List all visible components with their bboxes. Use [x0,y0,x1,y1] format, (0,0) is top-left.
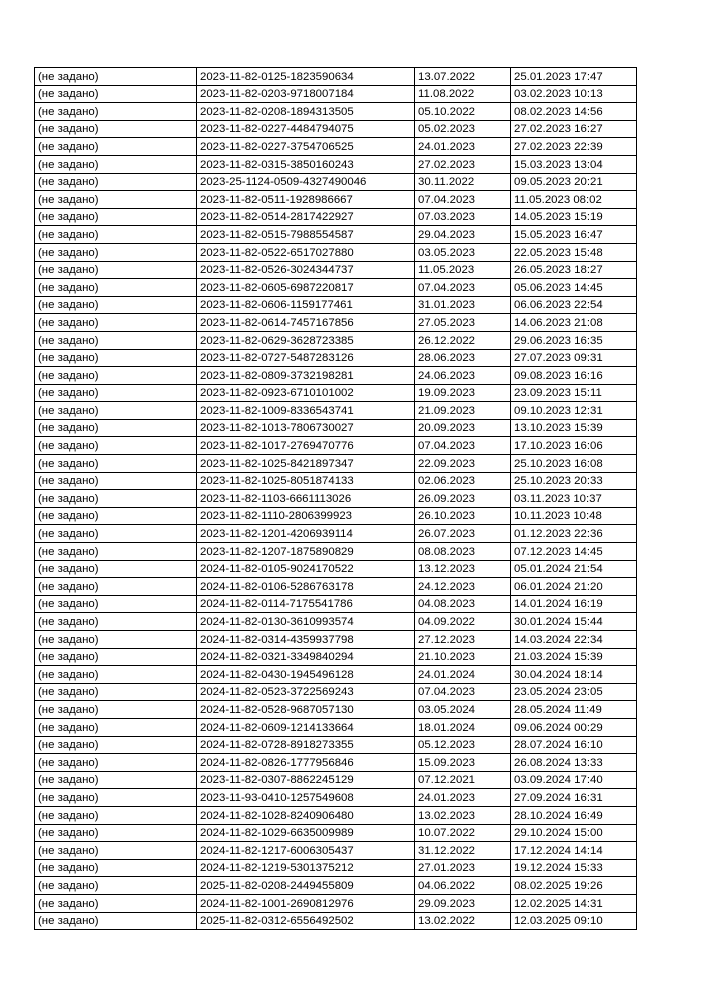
status-cell: (не задано) [35,103,197,121]
date-cell: 31.12.2022 [415,842,511,860]
status-cell: (не задано) [35,683,197,701]
registration-number-cell: 2023-25-1124-0509-4327490046 [197,173,415,191]
registration-number-cell: 2024-11-82-1217-6006305437 [197,842,415,860]
datetime-cell: 23.05.2024 23:05 [511,683,637,701]
table-row [35,68,637,86]
table-row [35,613,637,631]
registration-number-cell: 2024-11-82-0314-4359937798 [197,631,415,649]
status-cell: (не задано) [35,507,197,525]
date-cell: 21.09.2023 [415,402,511,420]
datetime-cell: 14.06.2023 21:08 [511,314,637,332]
datetime-cell: 13.10.2023 15:39 [511,419,637,437]
status-cell: (не задано) [35,560,197,578]
registration-number-cell: 2023-11-82-0605-6987220817 [197,279,415,297]
date-cell: 31.01.2023 [415,296,511,314]
datetime-cell: 05.06.2023 14:45 [511,279,637,297]
datetime-cell: 27.02.2023 16:27 [511,120,637,138]
table-row [35,279,637,297]
status-cell: (не задано) [35,613,197,631]
datetime-cell: 14.01.2024 16:19 [511,595,637,613]
date-cell: 27.02.2023 [415,155,511,173]
registration-number-cell: 2023-11-93-0410-1257549608 [197,789,415,807]
status-cell: (не задано) [35,877,197,895]
date-cell: 11.08.2022 [415,85,511,103]
date-cell: 02.06.2023 [415,472,511,490]
table-row [35,631,637,649]
registration-number-cell: 2024-11-82-0430-1945496128 [197,666,415,684]
date-cell: 07.04.2023 [415,437,511,455]
registration-number-cell: 2023-11-82-0125-1823590634 [197,68,415,86]
registration-number-cell: 2023-11-82-1201-4206939114 [197,525,415,543]
table-row [35,173,637,191]
records-table [34,67,637,930]
table-row [35,912,637,930]
status-cell: (не задано) [35,402,197,420]
datetime-cell: 30.04.2024 18:14 [511,666,637,684]
datetime-cell: 27.02.2023 22:39 [511,138,637,156]
date-cell: 07.04.2023 [415,191,511,209]
date-cell: 07.12.2021 [415,771,511,789]
registration-number-cell: 2024-11-82-0528-9687057130 [197,701,415,719]
table-row [35,701,637,719]
registration-number-cell: 2024-11-82-0826-1777956846 [197,754,415,772]
date-cell: 03.05.2024 [415,701,511,719]
status-cell: (не задано) [35,595,197,613]
status-cell: (не задано) [35,666,197,684]
status-cell: (не задано) [35,331,197,349]
datetime-cell: 03.09.2024 17:40 [511,771,637,789]
table-row [35,666,637,684]
table-row [35,736,637,754]
registration-number-cell: 2023-11-82-0208-1894313505 [197,103,415,121]
registration-number-cell: 2024-11-82-1219-5301375212 [197,859,415,877]
date-cell: 04.09.2022 [415,613,511,631]
registration-number-cell: 2024-11-82-0130-3610993574 [197,613,415,631]
status-cell: (не задано) [35,789,197,807]
registration-number-cell: 2023-11-82-1207-1875890829 [197,543,415,561]
datetime-cell: 01.12.2023 22:36 [511,525,637,543]
registration-number-cell: 2023-11-82-0511-1928986667 [197,191,415,209]
table-row [35,191,637,209]
registration-number-cell: 2024-11-82-0114-7175541786 [197,595,415,613]
table-row [35,85,637,103]
date-cell: 05.02.2023 [415,120,511,138]
status-cell: (не задано) [35,578,197,596]
status-cell: (не задано) [35,191,197,209]
registration-number-cell: 2023-11-82-0307-8862245129 [197,771,415,789]
registration-number-cell: 2023-11-82-0923-6710101002 [197,384,415,402]
registration-number-cell: 2023-11-82-0227-3754706525 [197,138,415,156]
datetime-cell: 27.07.2023 09:31 [511,349,637,367]
date-cell: 10.07.2022 [415,824,511,842]
datetime-cell: 05.01.2024 21:54 [511,560,637,578]
date-cell: 24.01.2024 [415,666,511,684]
status-cell: (не задано) [35,349,197,367]
registration-number-cell: 2023-11-82-0727-5487283126 [197,349,415,367]
datetime-cell: 28.07.2024 16:10 [511,736,637,754]
datetime-cell: 06.01.2024 21:20 [511,578,637,596]
date-cell: 07.04.2023 [415,683,511,701]
registration-number-cell: 2023-11-82-0515-7988554587 [197,226,415,244]
datetime-cell: 12.03.2025 09:10 [511,912,637,930]
date-cell: 08.08.2023 [415,543,511,561]
status-cell: (не задано) [35,314,197,332]
status-cell: (не задано) [35,455,197,473]
status-cell: (не задано) [35,296,197,314]
status-cell: (не задано) [35,85,197,103]
status-cell: (не задано) [35,859,197,877]
registration-number-cell: 2023-11-82-0629-3628723385 [197,331,415,349]
date-cell: 24.06.2023 [415,367,511,385]
datetime-cell: 09.06.2024 00:29 [511,718,637,736]
registration-number-cell: 2024-11-82-1029-6635009989 [197,824,415,842]
status-cell: (не задано) [35,490,197,508]
table-row [35,437,637,455]
registration-number-cell: 2025-11-82-0208-2449455809 [197,877,415,895]
date-cell: 13.12.2023 [415,560,511,578]
status-cell: (не задано) [35,243,197,261]
table-row [35,859,637,877]
status-cell: (не задано) [35,754,197,772]
registration-number-cell: 2024-11-82-1001-2690812976 [197,894,415,912]
date-cell: 22.09.2023 [415,455,511,473]
datetime-cell: 06.06.2023 22:54 [511,296,637,314]
date-cell: 28.06.2023 [415,349,511,367]
datetime-cell: 19.12.2024 15:33 [511,859,637,877]
registration-number-cell: 2023-11-82-0315-3850160243 [197,155,415,173]
status-cell: (не задано) [35,894,197,912]
table-row [35,349,637,367]
registration-number-cell: 2023-11-82-1110-2806399923 [197,507,415,525]
table-row [35,472,637,490]
status-cell: (не задано) [35,367,197,385]
date-cell: 13.07.2022 [415,68,511,86]
datetime-cell: 15.03.2023 13:04 [511,155,637,173]
table-row [35,806,637,824]
datetime-cell: 10.11.2023 10:48 [511,507,637,525]
table-row [35,384,637,402]
status-cell: (не задано) [35,279,197,297]
status-cell: (не задано) [35,771,197,789]
date-cell: 04.08.2023 [415,595,511,613]
datetime-cell: 08.02.2023 14:56 [511,103,637,121]
status-cell: (не задано) [35,824,197,842]
status-cell: (не задано) [35,806,197,824]
table-row [35,208,637,226]
table-row [35,771,637,789]
status-cell: (не задано) [35,701,197,719]
date-cell: 18.01.2024 [415,718,511,736]
registration-number-cell: 2024-11-82-0321-3349840294 [197,648,415,666]
table-row [35,155,637,173]
table-row [35,842,637,860]
table-row [35,595,637,613]
registration-number-cell: 2023-11-82-0614-7457167856 [197,314,415,332]
date-cell: 24.12.2023 [415,578,511,596]
table-row [35,894,637,912]
datetime-cell: 22.05.2023 15:48 [511,243,637,261]
datetime-cell: 07.12.2023 14:45 [511,543,637,561]
date-cell: 27.05.2023 [415,314,511,332]
table-row [35,648,637,666]
date-cell: 30.11.2022 [415,173,511,191]
datetime-cell: 23.09.2023 15:11 [511,384,637,402]
datetime-cell: 08.02.2025 19:26 [511,877,637,895]
registration-number-cell: 2023-11-82-0526-3024344737 [197,261,415,279]
registration-number-cell: 2023-11-82-0522-6517027880 [197,243,415,261]
registration-number-cell: 2023-11-82-1009-8336543741 [197,402,415,420]
datetime-cell: 29.10.2024 15:00 [511,824,637,842]
date-cell: 07.03.2023 [415,208,511,226]
datetime-cell: 30.01.2024 15:44 [511,613,637,631]
registration-number-cell: 2024-11-82-1028-8240906480 [197,806,415,824]
status-cell: (не задано) [35,261,197,279]
status-cell: (не задано) [35,155,197,173]
status-cell: (не задано) [35,173,197,191]
datetime-cell: 09.10.2023 12:31 [511,402,637,420]
date-cell: 29.09.2023 [415,894,511,912]
date-cell: 26.09.2023 [415,490,511,508]
status-cell: (не задано) [35,226,197,244]
date-cell: 03.05.2023 [415,243,511,261]
registration-number-cell: 2023-11-82-1025-8051874133 [197,472,415,490]
table-row [35,877,637,895]
table-row [35,578,637,596]
table-row [35,138,637,156]
date-cell: 04.06.2022 [415,877,511,895]
registration-number-cell: 2023-11-82-1103-6661113026 [197,490,415,508]
date-cell: 26.10.2023 [415,507,511,525]
registration-number-cell: 2024-11-82-0523-3722569243 [197,683,415,701]
datetime-cell: 14.03.2024 22:34 [511,631,637,649]
date-cell: 26.07.2023 [415,525,511,543]
status-cell: (не задано) [35,543,197,561]
registration-number-cell: 2023-11-82-0203-9718007184 [197,85,415,103]
table-row [35,331,637,349]
table-row [35,243,637,261]
registration-number-cell: 2024-11-82-0609-1214133664 [197,718,415,736]
registration-number-cell: 2023-11-82-1017-2769470776 [197,437,415,455]
registration-number-cell: 2024-11-82-0728-8918273355 [197,736,415,754]
date-cell: 19.09.2023 [415,384,511,402]
status-cell: (не задано) [35,208,197,226]
table-row [35,525,637,543]
date-cell: 24.01.2023 [415,789,511,807]
datetime-cell: 14.05.2023 15:19 [511,208,637,226]
status-cell: (не задано) [35,912,197,930]
datetime-cell: 09.08.2023 16:16 [511,367,637,385]
records-table-body [35,68,637,930]
status-cell: (не задано) [35,648,197,666]
status-cell: (не задано) [35,437,197,455]
table-row [35,683,637,701]
table-row [35,226,637,244]
status-cell: (не задано) [35,384,197,402]
table-row [35,402,637,420]
table-row [35,560,637,578]
datetime-cell: 03.02.2023 10:13 [511,85,637,103]
status-cell: (не задано) [35,631,197,649]
date-cell: 21.10.2023 [415,648,511,666]
table-row [35,490,637,508]
status-cell: (не задано) [35,419,197,437]
status-cell: (не задано) [35,120,197,138]
registration-number-cell: 2024-11-82-0106-5286763178 [197,578,415,596]
registration-number-cell: 2025-11-82-0312-6556492502 [197,912,415,930]
datetime-cell: 25.01.2023 17:47 [511,68,637,86]
status-cell: (не задано) [35,138,197,156]
table-row [35,718,637,736]
date-cell: 15.09.2023 [415,754,511,772]
status-cell: (не задано) [35,842,197,860]
datetime-cell: 28.05.2024 11:49 [511,701,637,719]
registration-number-cell: 2023-11-82-0809-3732198281 [197,367,415,385]
datetime-cell: 15.05.2023 16:47 [511,226,637,244]
table-row [35,789,637,807]
registration-number-cell: 2023-11-82-1013-7806730027 [197,419,415,437]
table-row [35,754,637,772]
datetime-cell: 26.08.2024 13:33 [511,754,637,772]
registration-number-cell: 2023-11-82-1025-8421897347 [197,455,415,473]
datetime-cell: 25.10.2023 16:08 [511,455,637,473]
registration-number-cell: 2023-11-82-0227-4484794075 [197,120,415,138]
table-row [35,543,637,561]
datetime-cell: 17.10.2023 16:06 [511,437,637,455]
datetime-cell: 27.09.2024 16:31 [511,789,637,807]
datetime-cell: 11.05.2023 08:02 [511,191,637,209]
table-row [35,261,637,279]
datetime-cell: 26.05.2023 18:27 [511,261,637,279]
datetime-cell: 25.10.2023 20:33 [511,472,637,490]
datetime-cell: 09.05.2023 20:21 [511,173,637,191]
status-cell: (не задано) [35,472,197,490]
registration-number-cell: 2024-11-82-0105-9024170522 [197,560,415,578]
table-row [35,367,637,385]
date-cell: 26.12.2022 [415,331,511,349]
table-row [35,314,637,332]
registration-number-cell: 2023-11-82-0606-1159177461 [197,296,415,314]
date-cell: 27.12.2023 [415,631,511,649]
datetime-cell: 03.11.2023 10:37 [511,490,637,508]
date-cell: 13.02.2022 [415,912,511,930]
registration-number-cell: 2023-11-82-0514-2817422927 [197,208,415,226]
datetime-cell: 17.12.2024 14:14 [511,842,637,860]
table-row [35,419,637,437]
date-cell: 13.02.2023 [415,806,511,824]
status-cell: (не задано) [35,525,197,543]
date-cell: 27.01.2023 [415,859,511,877]
date-cell: 24.01.2023 [415,138,511,156]
date-cell: 07.04.2023 [415,279,511,297]
table-row [35,296,637,314]
date-cell: 05.10.2022 [415,103,511,121]
datetime-cell: 21.03.2024 15:39 [511,648,637,666]
table-row [35,120,637,138]
table-row [35,103,637,121]
status-cell: (не задано) [35,736,197,754]
table-row [35,507,637,525]
datetime-cell: 12.02.2025 14:31 [511,894,637,912]
date-cell: 29.04.2023 [415,226,511,244]
table-row [35,455,637,473]
date-cell: 20.09.2023 [415,419,511,437]
table-row [35,824,637,842]
status-cell: (не задано) [35,718,197,736]
date-cell: 05.12.2023 [415,736,511,754]
date-cell: 11.05.2023 [415,261,511,279]
datetime-cell: 29.06.2023 16:35 [511,331,637,349]
datetime-cell: 28.10.2024 16:49 [511,806,637,824]
status-cell: (не задано) [35,68,197,86]
